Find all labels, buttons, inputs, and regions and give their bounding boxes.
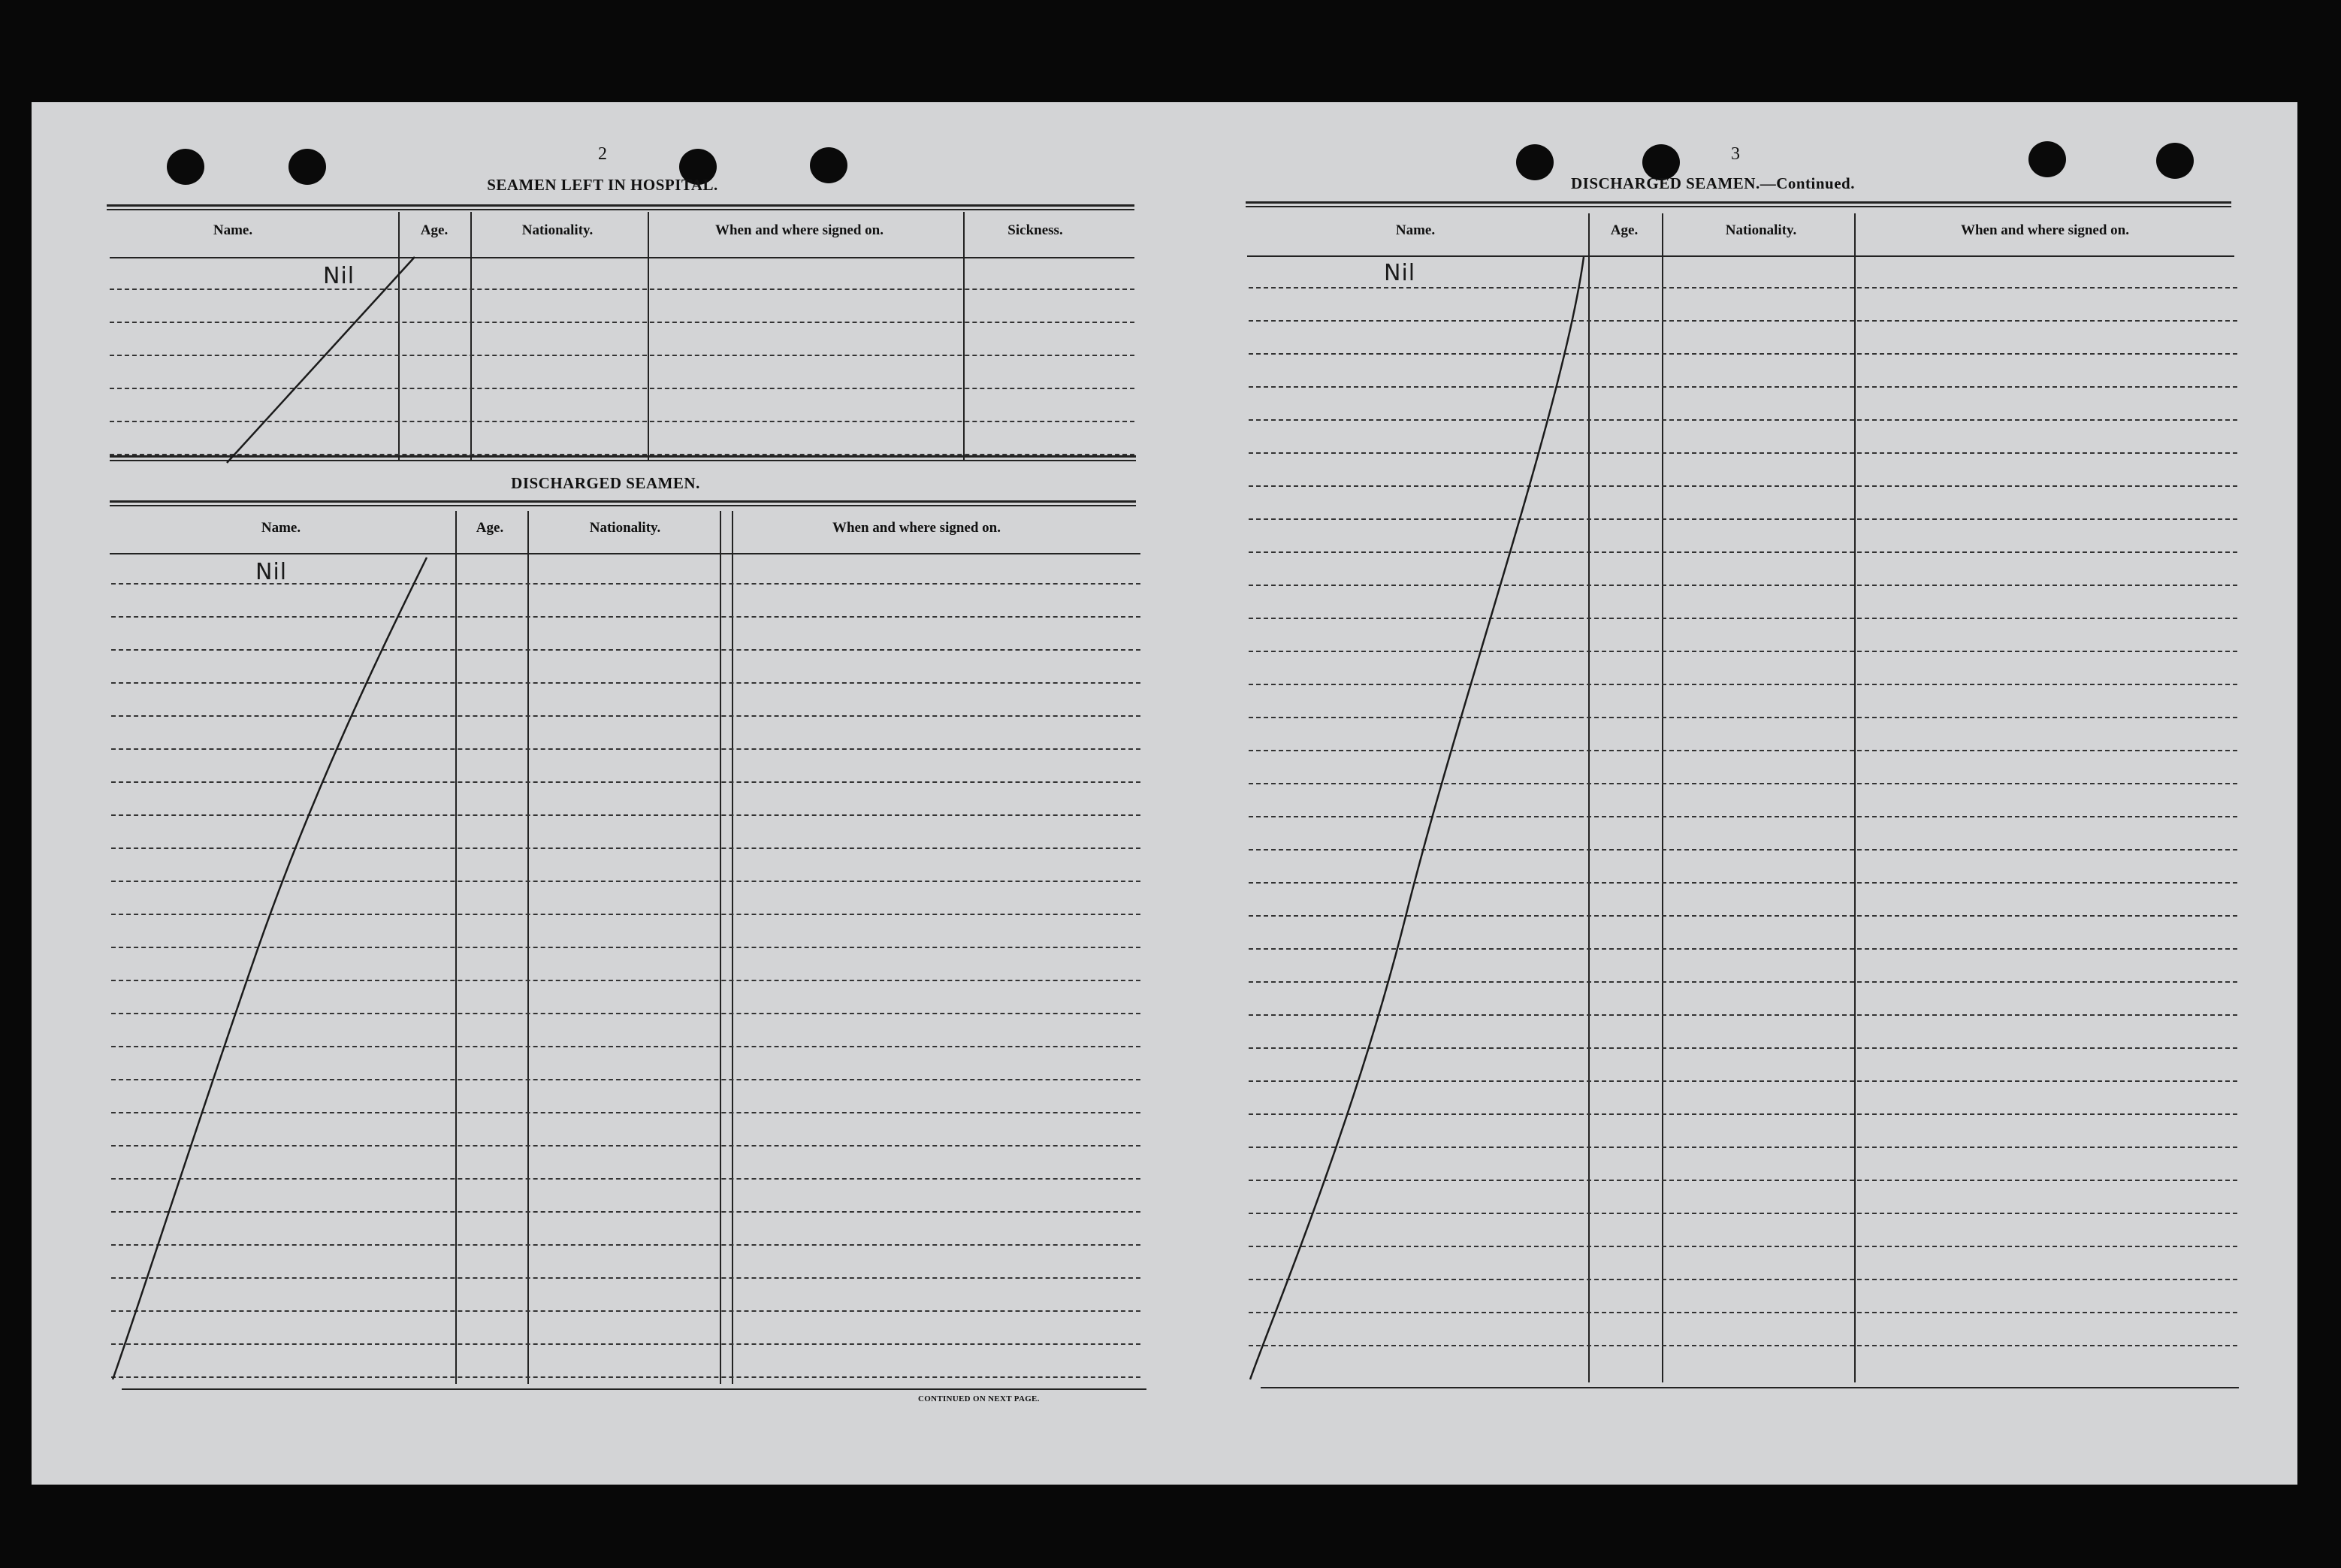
column-header: Name.	[1395, 222, 1436, 238]
column-header: Name.	[213, 222, 253, 238]
column-header: When and where signed on.	[1960, 222, 2130, 238]
strike-line	[113, 557, 427, 1379]
column-header: Name.	[261, 520, 301, 536]
column-header: Nationality.	[521, 222, 594, 238]
document-sheet	[32, 102, 2297, 1485]
nil-entry: Nil	[255, 559, 288, 585]
strike-lines	[32, 102, 2297, 1485]
strike-line	[1250, 257, 1584, 1379]
column-header: Sickness.	[1007, 222, 1063, 238]
column-header: When and where signed on.	[714, 222, 884, 238]
column-header: Age.	[476, 520, 504, 536]
column-header: Age.	[1610, 222, 1639, 238]
page-number: 3	[1731, 144, 1740, 164]
continued-footer: CONTINUED ON NEXT PAGE.	[918, 1394, 1040, 1403]
column-header: Nationality.	[589, 520, 661, 536]
column-header: Nationality.	[1725, 222, 1797, 238]
strike-line	[227, 257, 415, 463]
nil-entry: Nil	[1384, 260, 1416, 286]
nil-entry: Nil	[323, 263, 355, 289]
hospital-section-title: SEAMEN LEFT IN HOSPITAL.	[487, 176, 718, 194]
discharged-section-title: DISCHARGED SEAMEN.	[511, 474, 700, 492]
page-title: DISCHARGED SEAMEN.—Continued.	[1571, 174, 1855, 192]
column-header: When and where signed on.	[832, 520, 1001, 536]
page-number: 2	[598, 144, 607, 164]
column-header: Age.	[420, 222, 449, 238]
